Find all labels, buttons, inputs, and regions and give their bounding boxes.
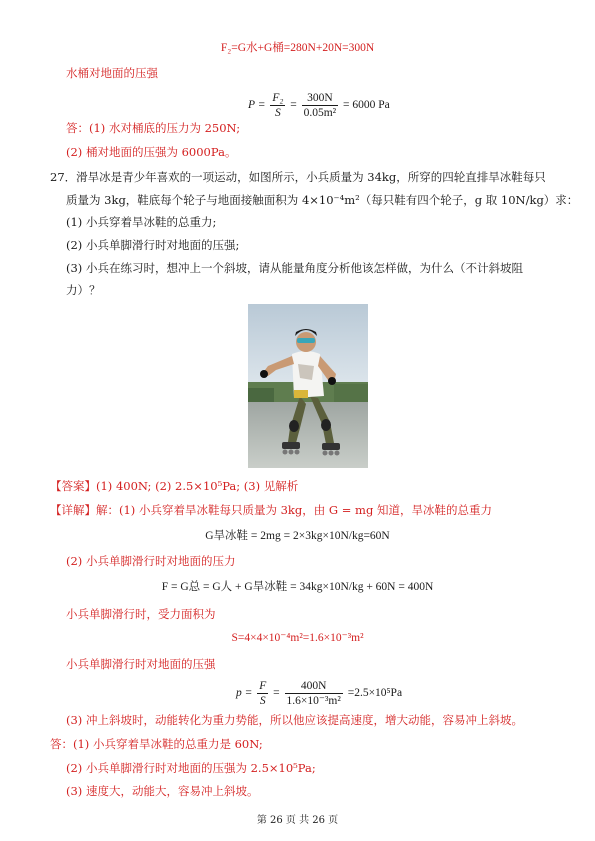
formula-force: F = G总 = G人 + G旱冰鞋 = 34kg×10N/kg + 60N = 400N: [161, 581, 434, 593]
frac-num: F₂: [272, 91, 284, 104]
page-footer: 第 26 页 共 26 页: [256, 815, 339, 826]
formula-g-skates: G旱冰鞋 = 2mg = 2×3kg×10N/kg=60N: [205, 530, 390, 542]
question-27-sub3a: (3) 小兵在练习时，想冲上一个斜坡，请从能量角度分析他该怎样做，为什么（不计斜坡阻: [66, 261, 523, 275]
fraction-values: [302, 91, 339, 120]
frac2-den: 0.05m²: [303, 106, 337, 119]
p-eq: =: [290, 99, 297, 111]
question-27-sub1: (1) 小兵穿着旱冰鞋的总重力;: [66, 215, 217, 229]
skater-photo: [248, 304, 368, 468]
question-27-sub2: (2) 小兵单脚滑行时对地面的压强;: [66, 238, 240, 252]
question-27-sub3b: 力）？: [66, 283, 101, 297]
detail-line: 【详解】解：(1) 小兵穿着旱冰鞋每只质量为 3kg，由 G = mg 知道，旱冰鞋的总重力: [50, 503, 492, 517]
formula-pressure-2: [236, 676, 402, 710]
label-pressure-ground: 水桶对地面的压强: [66, 66, 158, 80]
p-result: = 6000 Pa: [343, 99, 390, 111]
p2-result: =2.5×10⁵Pa: [347, 687, 403, 699]
pressure-label: 小兵单脚滑行时对地面的压强: [66, 657, 216, 671]
answer-top-2: (2) 桶对地面的压强为 6000Pa。: [66, 145, 237, 159]
fraction-f-over-s: [270, 91, 285, 120]
step2-label: (2) 小兵单脚滑行时对地面的压力: [66, 554, 236, 568]
final-answer-2: (2) 小兵单脚滑行时对地面的压强为 2.5×10⁵Pa;: [66, 761, 316, 775]
frac2-num-2: 400N: [285, 679, 343, 694]
step3-line: (3) 冲上斜坡时，动能转化为重力势能，所以他应该提高速度，增大动能，容易冲上斜坡。: [66, 713, 523, 727]
fraction-values-2: [285, 679, 343, 708]
answer-line: 【答案】(1) 400N; (2) 2.5×10⁵Pa; (3) 见解析: [50, 479, 299, 493]
question-27-line2: 质量为 3kg，鞋底每个轮子与地面接触面积为 4×10⁻⁴m²（每只鞋有四个轮子，g 取 10N/kg）求：: [66, 193, 579, 207]
p2-lhs: p =: [236, 687, 253, 699]
formula-area: S=4×4×10⁻⁴m²=1.6×10⁻³m²: [231, 632, 364, 644]
frac2-den-2: 1.6×10⁻³m²: [286, 694, 341, 707]
final-answer-1: 答：(1) 小兵穿着旱冰鞋的总重力是 60N;: [50, 737, 263, 751]
frac-den-2: S: [259, 694, 266, 707]
frac2-num: 300N: [302, 91, 339, 106]
answer-top-1: 答：(1) 水对桶底的压力为 250N;: [66, 121, 241, 135]
formula-pressure: [248, 88, 390, 122]
formula-f2: F₂=G水+G桶=280N+20N=300N: [220, 42, 375, 54]
question-27-line1: 27．滑旱冰是青少年喜欢的一项运动，如图所示，小兵质量为 34kg，所穿的四轮直排旱冰鞋每只: [50, 170, 546, 184]
p2-eq: =: [273, 687, 280, 699]
p-lhs: P =: [248, 99, 266, 111]
frac-num-2: F: [259, 679, 267, 692]
final-answer-3: (3) 速度大，动能大，容易冲上斜坡。: [66, 784, 259, 798]
frac-den: S: [274, 106, 281, 119]
area-label: 小兵单脚滑行时，受力面积为: [66, 607, 216, 621]
skater-illustration: [248, 304, 368, 468]
fraction-f-over-s-2: [257, 679, 268, 708]
